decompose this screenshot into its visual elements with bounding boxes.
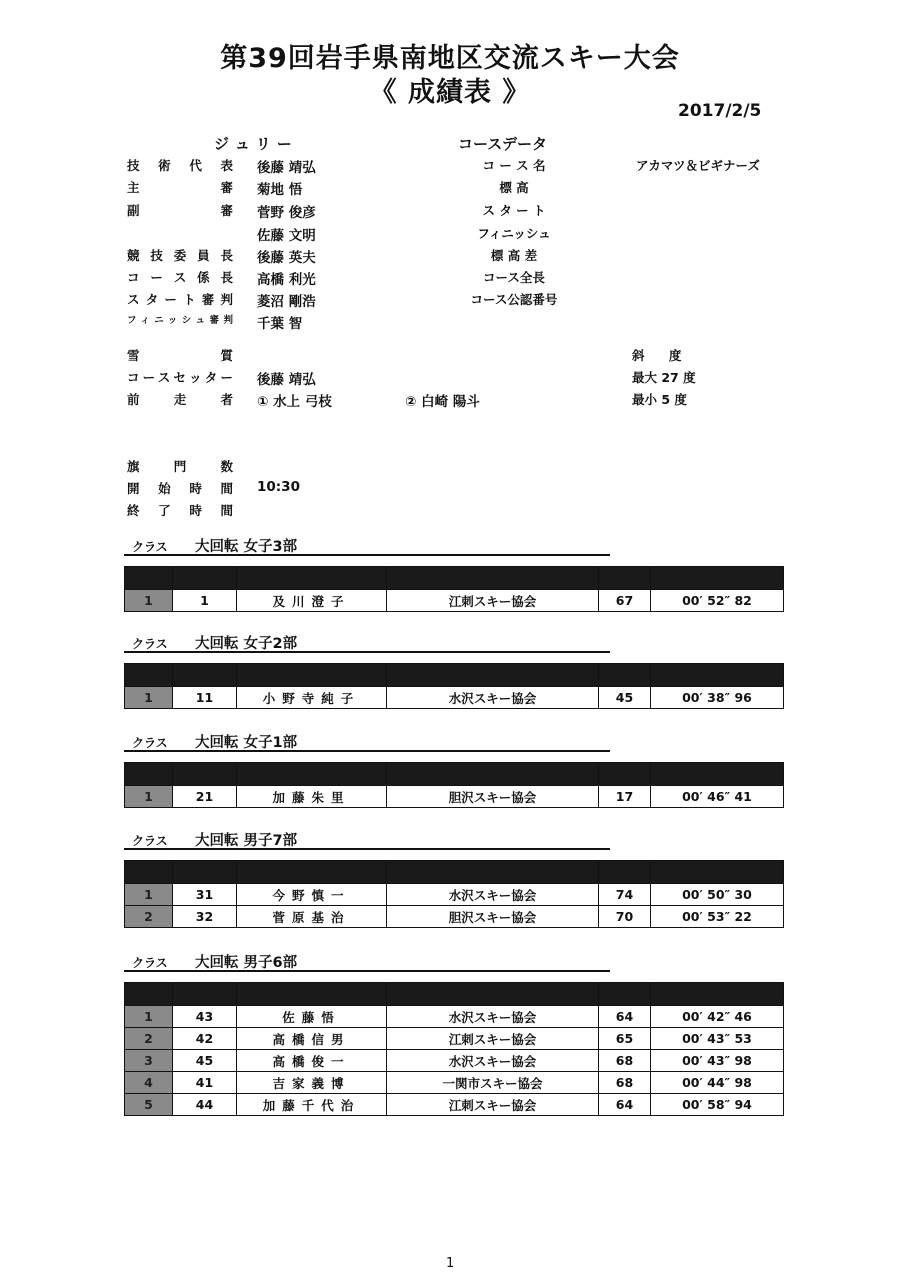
result-header-cell	[387, 763, 599, 786]
result-header-cell	[125, 983, 173, 1006]
event-name: 大回転 女子3部	[195, 539, 298, 555]
course-field-label: コ ー ス 名	[482, 158, 546, 173]
rank-cell: 1	[125, 786, 173, 808]
name-cell: 加藤千代治	[237, 1094, 387, 1116]
bib-cell: 32	[173, 906, 237, 928]
bib-cell: 42	[173, 1028, 237, 1050]
rank-cell: 1	[125, 1006, 173, 1028]
club-cell: 水沢スキー協会	[387, 687, 599, 709]
event-name: 大回転 女子1部	[195, 735, 298, 751]
jury-role-label: コ ー ス 係 長	[127, 270, 233, 285]
result-header-cell	[237, 763, 387, 786]
result-header-cell	[599, 861, 651, 884]
result-header-cell	[599, 567, 651, 590]
bib-cell: 21	[173, 786, 237, 808]
result-table	[124, 860, 784, 928]
section-underline	[124, 970, 610, 972]
jury-member-name: 菅野 俊彦	[257, 205, 316, 221]
name-cell: 吉家義博	[237, 1072, 387, 1094]
document-date: 2017/2/5	[678, 101, 762, 121]
rank-cell: 2	[125, 1028, 173, 1050]
club-cell: 胆沢スキー協会	[387, 786, 599, 808]
age-cell: 68	[599, 1072, 651, 1094]
result-header-cell	[651, 567, 784, 590]
result-header-cell	[599, 983, 651, 1006]
course-field-label: コース公認番号	[470, 292, 558, 307]
jury-role-label: 主 審	[127, 180, 233, 195]
end-time-label: 終 了 時 間	[127, 503, 233, 518]
age-cell: 65	[599, 1028, 651, 1050]
result-header-cell	[387, 664, 599, 687]
jury-member-name: 菊地 悟	[257, 182, 303, 198]
jury-role-label: フィニッシュ審判	[127, 315, 233, 326]
result-header-row	[125, 567, 784, 590]
time-cell: 00′ 42″ 46	[651, 1006, 784, 1028]
setter-value: 後藤 靖弘	[257, 372, 316, 388]
name-cell: 佐藤悟	[237, 1006, 387, 1028]
result-header-cell	[173, 861, 237, 884]
time-cell: 00′ 43″ 53	[651, 1028, 784, 1050]
time-cell: 00′ 52″ 82	[651, 590, 784, 612]
time-cell: 00′ 50″ 30	[651, 884, 784, 906]
result-table	[124, 982, 784, 1116]
result-header-cell	[173, 664, 237, 687]
time-cell: 00′ 53″ 22	[651, 906, 784, 928]
forerunner-1: ① 水上 弓枝	[257, 394, 332, 410]
result-header-cell	[387, 983, 599, 1006]
result-row	[125, 1050, 784, 1072]
result-header-cell	[651, 763, 784, 786]
jury-role-label: 技 術 代 表	[127, 158, 233, 173]
result-header-cell	[237, 983, 387, 1006]
result-header-cell	[173, 763, 237, 786]
slope-label: 斜 度	[632, 348, 692, 363]
start-time-label: 開 始 時 間	[127, 481, 233, 496]
age-cell: 70	[599, 906, 651, 928]
result-row	[125, 1072, 784, 1094]
result-header-row	[125, 664, 784, 687]
result-header-row	[125, 983, 784, 1006]
result-row	[125, 1094, 784, 1116]
age-cell: 64	[599, 1094, 651, 1116]
age-cell: 68	[599, 1050, 651, 1072]
jury-role-label: 副 審	[127, 203, 233, 218]
document-title: 第39回岩手県南地区交流スキー大会	[220, 43, 680, 74]
result-header-cell	[651, 664, 784, 687]
result-header-cell	[125, 567, 173, 590]
result-header-cell	[651, 983, 784, 1006]
event-name: 大回転 男子6部	[195, 955, 298, 971]
jury-member-name: 菱沼 剛浩	[257, 294, 316, 310]
name-cell: 小野寺純子	[237, 687, 387, 709]
class-label: クラス	[132, 540, 168, 554]
bib-cell: 11	[173, 687, 237, 709]
result-header-cell	[125, 763, 173, 786]
slope-min: 最小 5 度	[632, 392, 687, 407]
result-header-cell	[237, 861, 387, 884]
age-cell: 17	[599, 786, 651, 808]
jury-member-name: 後藤 靖弘	[257, 160, 316, 176]
rank-cell: 3	[125, 1050, 173, 1072]
club-cell: 江刺スキー協会	[387, 590, 599, 612]
result-header-cell	[237, 567, 387, 590]
time-cell: 00′ 38″ 96	[651, 687, 784, 709]
jury-member-name: 後藤 英夫	[257, 250, 316, 266]
club-cell: 水沢スキー協会	[387, 884, 599, 906]
gates-label: 旗 門 数	[127, 459, 233, 474]
result-header-cell	[125, 664, 173, 687]
jury-role-label: 競 技 委 員 長	[127, 248, 233, 263]
result-header-cell	[599, 763, 651, 786]
result-table	[124, 566, 784, 612]
name-cell: 今野慎一	[237, 884, 387, 906]
club-cell: 江刺スキー協会	[387, 1028, 599, 1050]
bib-cell: 41	[173, 1072, 237, 1094]
age-cell: 74	[599, 884, 651, 906]
name-cell: 高橋信男	[237, 1028, 387, 1050]
result-row	[125, 1006, 784, 1028]
rank-cell: 2	[125, 906, 173, 928]
result-table	[124, 663, 784, 709]
result-header-cell	[387, 861, 599, 884]
event-name: 大回転 男子7部	[195, 833, 298, 849]
jury-member-name: 千葉 智	[257, 316, 303, 332]
club-cell: 一関市スキー協会	[387, 1072, 599, 1094]
age-cell: 64	[599, 1006, 651, 1028]
bib-cell: 43	[173, 1006, 237, 1028]
club-cell: 水沢スキー協会	[387, 1006, 599, 1028]
jury-heading: ジュリー	[214, 135, 298, 153]
section-underline	[124, 651, 610, 653]
course-field-label: 標 高	[499, 180, 529, 195]
slope-max: 最大 27 度	[632, 370, 696, 385]
jury-member-name: 佐藤 文明	[257, 228, 316, 244]
course-field-label: 標 高 差	[490, 248, 538, 263]
bib-cell: 45	[173, 1050, 237, 1072]
class-label: クラス	[132, 956, 168, 970]
section-underline	[124, 750, 610, 752]
age-cell: 67	[599, 590, 651, 612]
result-row	[125, 906, 784, 928]
result-header-cell	[599, 664, 651, 687]
result-header-row	[125, 861, 784, 884]
page-number: 1	[446, 1256, 455, 1271]
document-subtitle: 《 成績表 》	[369, 77, 531, 108]
result-header-cell	[651, 861, 784, 884]
jury-member-name: 高橋 利光	[257, 272, 316, 288]
start-time-value: 10:30	[257, 479, 300, 495]
jury-role-label: ス タ ー ト 審 判	[127, 292, 233, 307]
result-table	[124, 762, 784, 808]
name-cell: 菅原基治	[237, 906, 387, 928]
rank-cell: 1	[125, 590, 173, 612]
name-cell: 高橋俊一	[237, 1050, 387, 1072]
time-cell: 00′ 44″ 98	[651, 1072, 784, 1094]
setter-label: コースセッター	[127, 370, 233, 385]
result-header-cell	[237, 664, 387, 687]
forerunner-2: ② 白崎 陽斗	[405, 394, 480, 410]
course-field-value: アカマツ＆ビギナーズ	[636, 158, 760, 173]
name-cell: 加藤朱里	[237, 786, 387, 808]
section-underline	[124, 848, 610, 850]
club-cell: 江刺スキー協会	[387, 1094, 599, 1116]
result-row	[125, 590, 784, 612]
result-header-cell	[387, 567, 599, 590]
result-row	[125, 1028, 784, 1050]
course-heading: コースデータ	[458, 135, 547, 153]
rank-cell: 1	[125, 687, 173, 709]
section-underline	[124, 554, 610, 556]
time-cell: 00′ 58″ 94	[651, 1094, 784, 1116]
result-header-cell	[173, 567, 237, 590]
class-label: クラス	[132, 736, 168, 750]
result-header-cell	[125, 861, 173, 884]
rank-cell: 4	[125, 1072, 173, 1094]
bib-cell: 31	[173, 884, 237, 906]
rank-cell: 1	[125, 884, 173, 906]
result-row	[125, 687, 784, 709]
bib-cell: 1	[173, 590, 237, 612]
course-field-label: ス タ ー ト	[482, 203, 546, 218]
club-cell: 水沢スキー協会	[387, 1050, 599, 1072]
time-cell: 00′ 46″ 41	[651, 786, 784, 808]
result-row	[125, 786, 784, 808]
result-header-row	[125, 763, 784, 786]
course-field-label: コース全長	[483, 270, 545, 285]
class-label: クラス	[132, 637, 168, 651]
age-cell: 45	[599, 687, 651, 709]
snow-label: 雪 質	[127, 348, 233, 363]
course-field-label: フィニッシュ	[477, 226, 551, 241]
event-name: 大回転 女子2部	[195, 636, 298, 652]
club-cell: 胆沢スキー協会	[387, 906, 599, 928]
result-row	[125, 884, 784, 906]
forerunner-label: 前 走 者	[127, 392, 233, 407]
name-cell: 及川澄子	[237, 590, 387, 612]
result-header-cell	[173, 983, 237, 1006]
class-label: クラス	[132, 834, 168, 848]
rank-cell: 5	[125, 1094, 173, 1116]
time-cell: 00′ 43″ 98	[651, 1050, 784, 1072]
bib-cell: 44	[173, 1094, 237, 1116]
